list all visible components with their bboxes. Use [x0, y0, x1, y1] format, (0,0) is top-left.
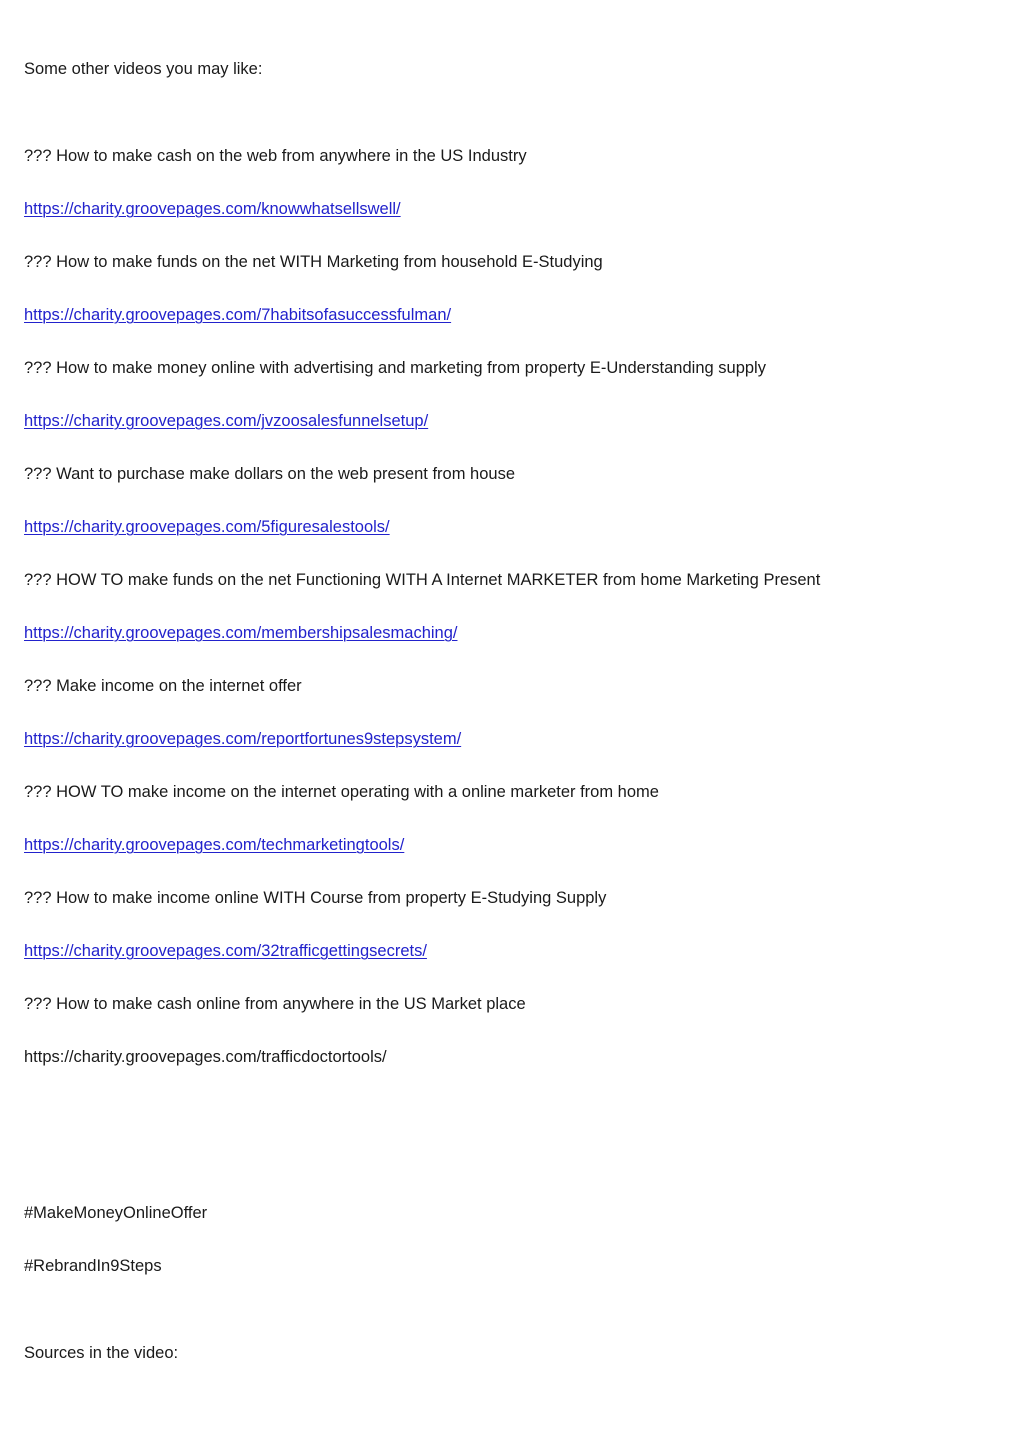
video-link-7[interactable]: https://charity.groovepages.com/techmarketingtools/: [24, 836, 405, 854]
intro-text: Some other videos you may like:: [24, 60, 263, 78]
video-title-4: ??? Want to purchase make dollars on the web present from house: [24, 465, 515, 483]
video-link-8[interactable]: https://charity.groovepages.com/32trafficgettingsecrets/: [24, 942, 427, 960]
video-link-5[interactable]: https://charity.groovepages.com/membershipsalesmaching/: [24, 624, 458, 642]
sources-heading: Sources in the video:: [24, 1344, 179, 1362]
video-title-5: ??? HOW TO make funds on the net Functioning WITH A Internet MARKETER from home Marketing Present: [24, 571, 821, 589]
video-link-3[interactable]: https://charity.groovepages.com/jvzoosalesfunnelsetup/: [24, 412, 429, 430]
video-title-9: ??? How to make cash online from anywhere in the US Market place: [24, 995, 526, 1013]
hashtag-1: #MakeMoneyOnlineOffer: [24, 1204, 208, 1222]
hashtag-2: #RebrandIn9Steps: [24, 1257, 162, 1275]
video-title-6: ??? Make income on the internet offer: [24, 677, 302, 695]
video-url-9: https://charity.groovepages.com/trafficdoctortools/: [24, 1048, 387, 1066]
video-link-2[interactable]: https://charity.groovepages.com/7habitsofasuccessfulman/: [24, 306, 452, 324]
video-title-2: ??? How to make funds on the net WITH Marketing from household E-Studying: [24, 253, 603, 271]
video-link-4[interactable]: https://charity.groovepages.com/5figuresalestools/: [24, 518, 390, 536]
video-title-8: ??? How to make income online WITH Course from property E-Studying Supply: [24, 889, 607, 907]
video-title-3: ??? How to make money online with advertising and marketing from property E-Understanding supply: [24, 359, 766, 377]
video-link-6[interactable]: https://charity.groovepages.com/reportfortunes9stepsystem/: [24, 730, 462, 748]
video-link-1[interactable]: https://charity.groovepages.com/knowwhatsellswell/: [24, 200, 401, 218]
video-title-1: ??? How to make cash on the web from anywhere in the US Industry: [24, 147, 527, 165]
video-title-7: ??? HOW TO make income on the internet operating with a online marketer from home: [24, 783, 659, 801]
